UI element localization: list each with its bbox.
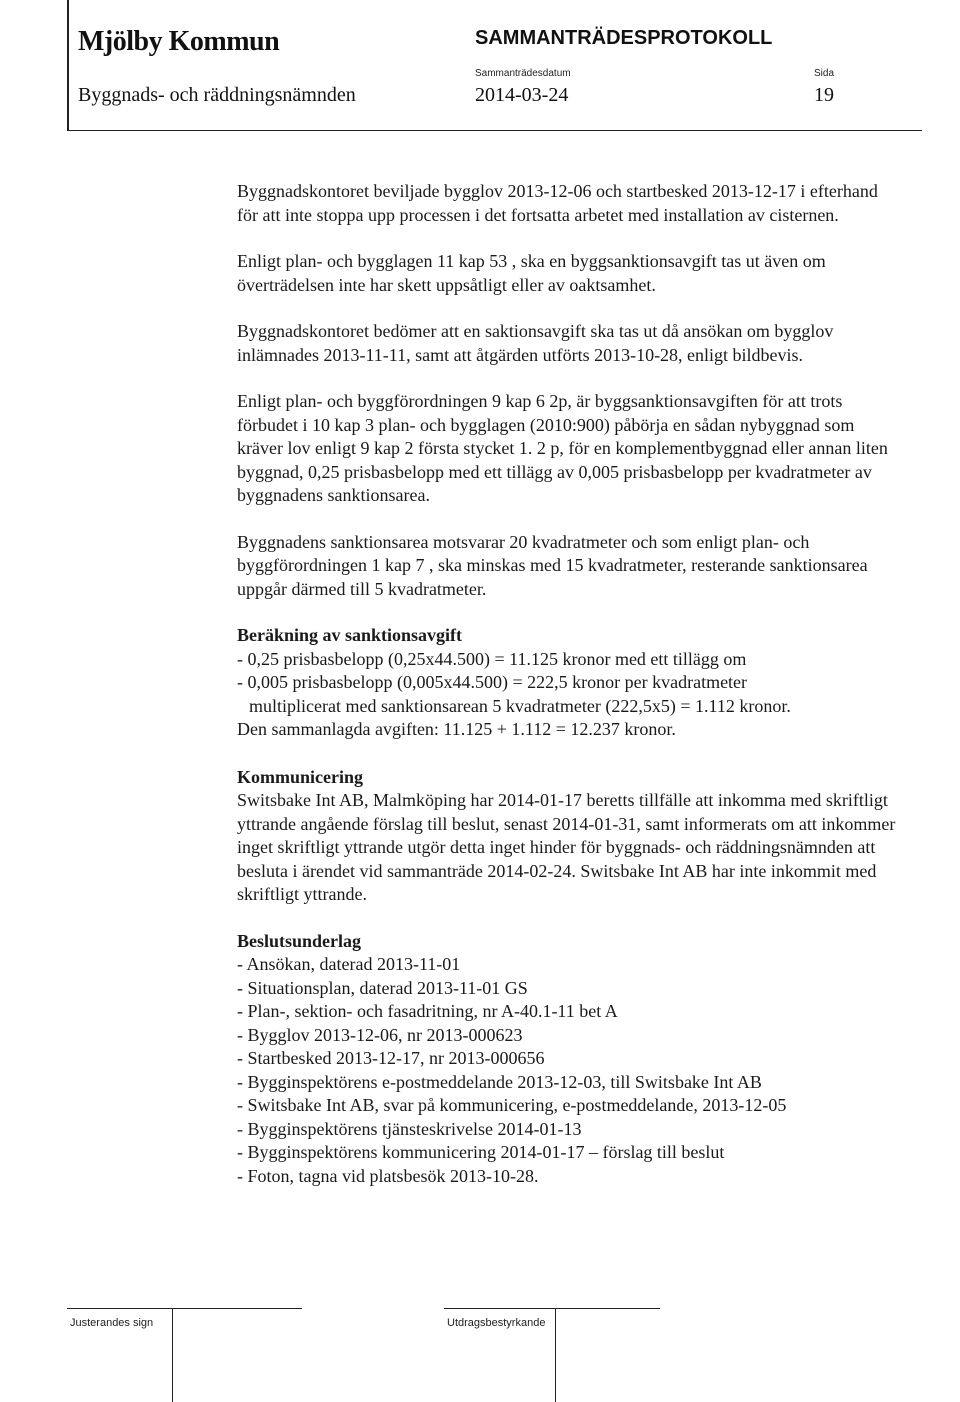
list-item: - Situationsplan, daterad 2013-11-01 GS	[237, 977, 528, 998]
paragraph: Byggnadskontoret beviljade bygglov 2013-12-06 och startbesked 2013-12-17 i efterhand för att inte stoppa upp processen i det fortsatta arbetet med installation av cisternen.	[237, 181, 878, 225]
footer-rule-right	[444, 1308, 660, 1309]
board-name: Byggnads- och räddningsnämnden	[78, 84, 356, 106]
header-horizontal-rule	[67, 130, 922, 131]
list-item: - Bygglov 2013-12-06, nr 2013-000623	[237, 1024, 523, 1045]
date-label: Sammanträdesdatum	[475, 68, 571, 79]
meeting-date: 2014-03-24	[475, 84, 569, 106]
paragraph: Enligt plan- och bygglagen 11 kap 53 , ska en byggsanktionsavgift tas ut även om överträdelsen inte har skett uppsåtligt eller av oaktsamhet.	[237, 251, 826, 295]
calculation-line: multiplicerat med sanktionsarean 5 kvadratmeter (222,5x5) = 1.112 kronor.	[249, 695, 791, 716]
list-item: - Bygginspektörens kommunicering 2014-01-17 – förslag till beslut	[237, 1142, 725, 1162]
document-body	[237, 180, 897, 1212]
calculation-line: - 0,25 prisbasbelopp (0,25x44.500) = 11.125 kronor med ett tillägg om	[237, 648, 747, 669]
document-title: SAMMANTRÄDESPROTOKOLL	[475, 27, 773, 49]
footer-rule-left	[67, 1308, 302, 1309]
list-item: - Startbesked 2013-12-17, nr 2013-000656	[237, 1048, 545, 1068]
calculation-line: Den sammanlagda avgiften: 11.125 + 1.112 = 12.237 kronor.	[237, 719, 676, 739]
basis-list	[237, 953, 897, 1188]
page-number: 19	[814, 84, 834, 106]
extract-label: Utdragsbestyrkande	[447, 1317, 546, 1329]
list-item: - Foton, tagna vid platsbesök 2013-10-28.	[237, 1165, 539, 1186]
list-item: - Bygginspektörens e-postmeddelande 2013-12-03, till Switsbake Int AB	[237, 1071, 762, 1092]
signature-label: Justerandes sign	[70, 1317, 154, 1329]
list-item: - Ansökan, daterad 2013-11-01	[237, 954, 461, 974]
list-item: - Plan-, sektion- och fasadritning, nr A-40.1-11 bet A	[237, 1001, 618, 1021]
paragraph: Byggnadens sanktionsarea motsvarar 20 kvadratmeter och som enligt plan- och byggförordningen 1 kap 7 , ska minskas med 15 kvadratmeter, resterande sanktionsarea uppgår därmed till 5 kvadratmeter.	[237, 531, 868, 599]
footer-divider	[172, 1308, 173, 1402]
list-item: - Bygginspektörens tjänsteskrivelse 2014-01-13	[237, 1118, 582, 1139]
basis-heading: Beslutsunderlag	[237, 930, 362, 951]
paragraph: Byggnadskontoret bedömer att en saktionsavgift ska tas ut då ansökan om bygglov inlämnades 2013-11-11, samt att åtgärden utförts 2013-10-28, enligt bildbevis.	[237, 321, 834, 365]
org-logo: Mjölby Kommun	[78, 26, 280, 57]
page-label: Sida	[814, 68, 835, 79]
calculation-line: - 0,005 prisbasbelopp (0,005x44.500) = 222,5 kronor per kvadratmeter	[237, 672, 748, 692]
communication-heading: Kommunicering	[237, 766, 363, 787]
header-vertical-rule	[67, 0, 69, 131]
list-item: - Switsbake Int AB, svar på kommunicering, e-postmeddelande, 2013-12-05	[237, 1095, 787, 1115]
calculation-block	[237, 648, 897, 742]
paragraph: Switsbake Int AB, Malmköping har 2014-01-17 beretts tillfälle att inkomma med skriftligt yttrande angående förslag till beslut, senast 2014-01-31, samt informerats om att inkommer inget skriftligt yttrande utgör detta inget hinder för byggnads- och räddningsnämnden att besluta i ärendet vid sammanträde 2014-02-24. Switsbake Int AB har inte inkommit med skriftligt yttrande.	[237, 790, 896, 904]
footer-divider	[555, 1308, 556, 1402]
calculation-heading: Beräkning av sanktionsavgift	[237, 625, 463, 645]
paragraph: Enligt plan- och byggförordningen 9 kap 6 2p, är byggsanktionsavgiften för att trots förbudet i 10 kap 3 plan- och bygglagen (2010:900) påbörja en sådan nybyggnad som kräver lov enligt 9 kap 2 första stycket 1. 2 p, för en komplementbyggnad eller annan liten byggnad, 0,25 prisbasbelopp med ett tillägg av 0,005 prisbasbelopp per kvadratmeter av byggnadens sanktionsarea.	[237, 391, 888, 505]
